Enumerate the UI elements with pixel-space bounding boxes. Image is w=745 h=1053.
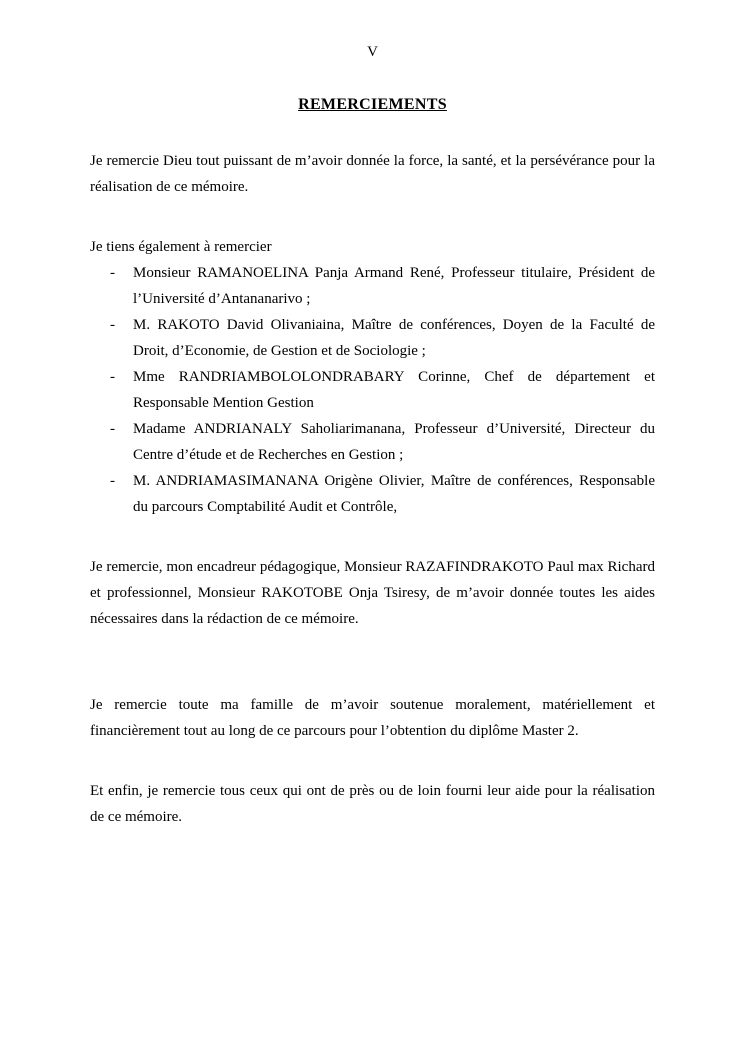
list-item [90, 416, 655, 468]
list-item [90, 260, 655, 312]
spacer [90, 546, 655, 554]
list-item-marker: - [110, 265, 115, 281]
page-number: V [367, 44, 378, 60]
paragraph-closing: Et enfin, je remercie tous ceux qui ont de près ou de loin fourni leur aide pour la réalisation de ce mémoire. [90, 783, 655, 825]
page-title: REMERCIEMENTS [298, 96, 447, 113]
list-item [90, 312, 655, 364]
spacer [90, 770, 655, 778]
list-item [90, 364, 655, 416]
list-item-marker: - [110, 369, 115, 385]
spacer [90, 226, 655, 234]
spacer [90, 658, 655, 692]
list-item [90, 468, 655, 520]
list-item-text: Monsieur RAMANOELINA Panja Armand René, Professeur titulaire, Président de l’Université d’Antananarivo ; [133, 265, 655, 307]
list-item-marker: - [110, 473, 115, 489]
list-item-marker: - [110, 421, 115, 437]
list-item-text: M. RAKOTO David Olivaniaina, Maître de conférences, Doyen de la Faculté de Droit, d’Economie, de Gestion et de Sociologie ; [133, 317, 655, 359]
paragraph-list-intro: Je tiens également à remercier [90, 239, 272, 255]
paragraph-family: Je remercie toute ma famille de m’avoir soutenue moralement, matériellement et financièrement tout au long de ce parcours pour l’obtention du diplôme Master 2. [90, 697, 655, 739]
list-item-text: Mme RANDRIAMBOLOLONDRABARY Corinne, Chef de département et Responsable Mention Gestion [133, 369, 655, 411]
paragraph-supervisors: Je remercie, mon encadreur pédagogique, Monsieur RAZAFINDRAKOTO Paul max Richard et professionnel, Monsieur RAKOTOBE Onja Tsiresy, de m’avoir donnée toutes les aides nécessaires dans la rédaction de ce mémoire. [90, 559, 655, 627]
acknowledgement-list [90, 260, 655, 520]
list-item-marker: - [110, 317, 115, 333]
list-item-text: M. ANDRIAMASIMANANA Origène Olivier, Maître de conférences, Responsable du parcours Comptabilité Audit et Contrôle, [133, 473, 655, 515]
list-item-text: Madame ANDRIANALY Saholiarimanana, Professeur d’Université, Directeur du Centre d’étude et de Recherches en Gestion ; [133, 421, 655, 463]
paragraph-thanks-god: Je remercie Dieu tout puissant de m’avoir donnée la force, la santé, et la persévérance pour la réalisation de ce mémoire. [90, 153, 655, 195]
